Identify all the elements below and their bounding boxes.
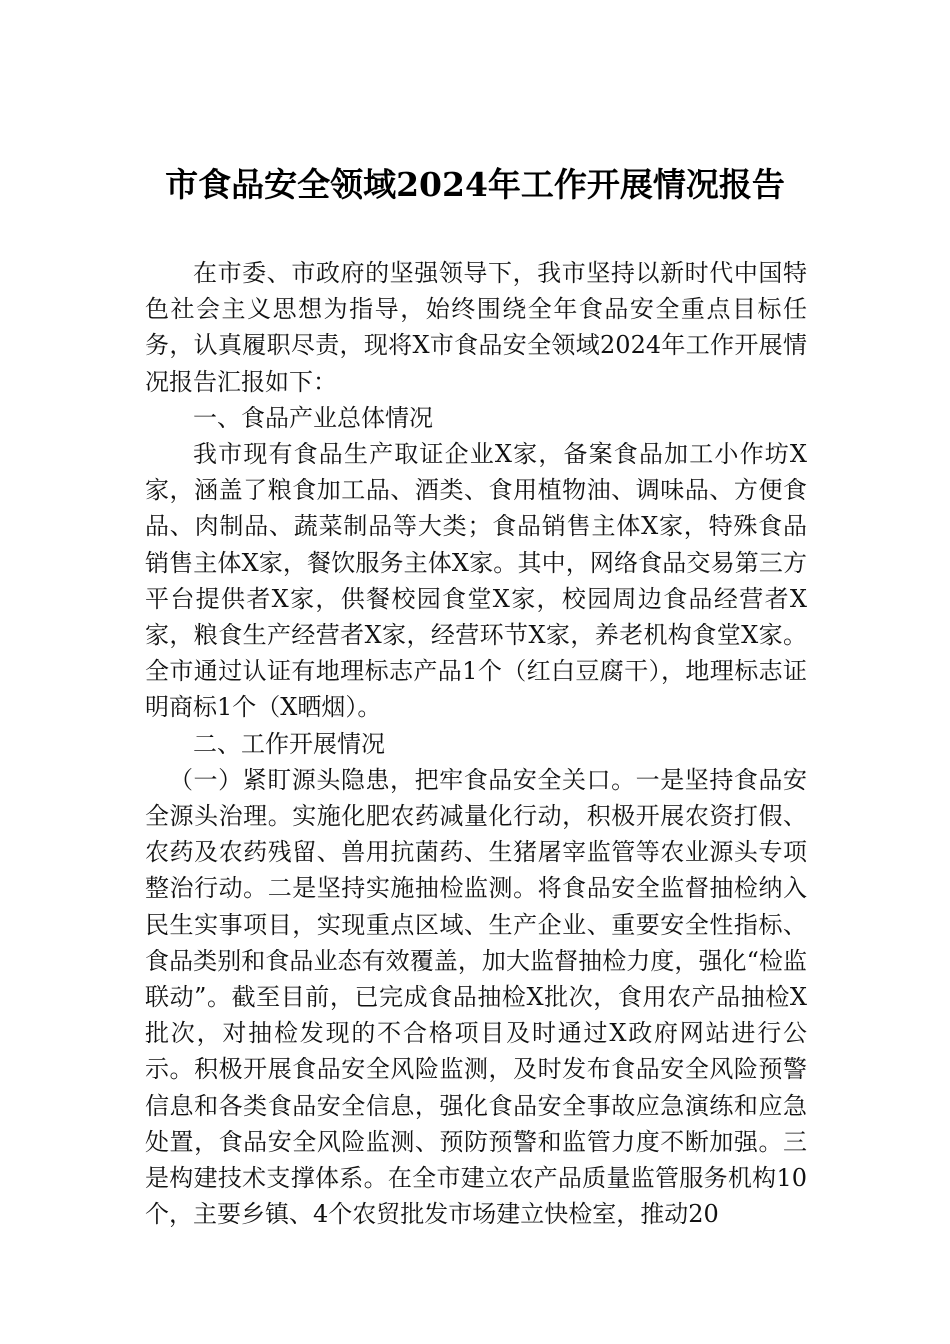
document-title: 市食品安全领域2024年工作开展情况报告 [165,165,785,204]
section-heading-work: 二、工作开展情况 [193,729,385,758]
overview-paragraph: 我市现有食品生产取证企业X家，备案食品加工小作坊X家，涵盖了粮食加工品、酒类、食用植物油、调味品、方便食品、肉制品、蔬菜制品等大类；食品销售主体X家，特殊食品销售主体X家，餐饮服务主体X家。其中，网络食品交易第三方平台提供者X家，供餐校园食堂X家，校园周边食品经营者X家，粮食生产经营者X家，经营环节X家，养老机构食堂X家。全市通过认证有地理标志产品1个（红白豆腐干），地理标志证明商标1个（X晒烟）。 [145,440,807,722]
section-heading-overview: 一、食品产业总体情况 [193,403,433,432]
work-paragraph: （一）紧盯源头隐患，把牢食品安全关口。一是坚持食品安全源头治理。实施化肥农药减量化行动，积极开展农资打假、农药及农药残留、兽用抗菌药、生猪屠宰监管等农业源头专项整治行动。二是坚持实施抽检监测。将食品安全监督抽检纳入民生实事项目，实现重点区域、生产企业、重要安全性指标、食品类别和食品业态有效覆盖，加大监督抽检力度，强化“检监联动”。截至目前，已完成食品抽检X批次，食用农产品抽检X批次，对抽检发现的不合格项目及时通过X政府网站进行公示。积极开展食品安全风险监测，及时发布食品安全风险预警信息和各类食品安全信息，强化食品安全事故应急演练和应急处置，食品安全风险监测、预防预警和监管力度不断加强。三是构建技术支撑体系。在全市建立农产品质量监管服务机构10个，主要乡镇、4个农贸批发市场建立快检室，推动20 [145,765,807,1229]
intro-paragraph: 在市委、市政府的坚强领导下，我市坚持以新时代中国特色社会主义思想为指导，始终围绕全年食品安全重点目标任务，认真履职尽责，现将X市食品安全领域2024年工作开展情况报告汇报如下： [145,259,807,396]
document-body [145,255,807,1232]
